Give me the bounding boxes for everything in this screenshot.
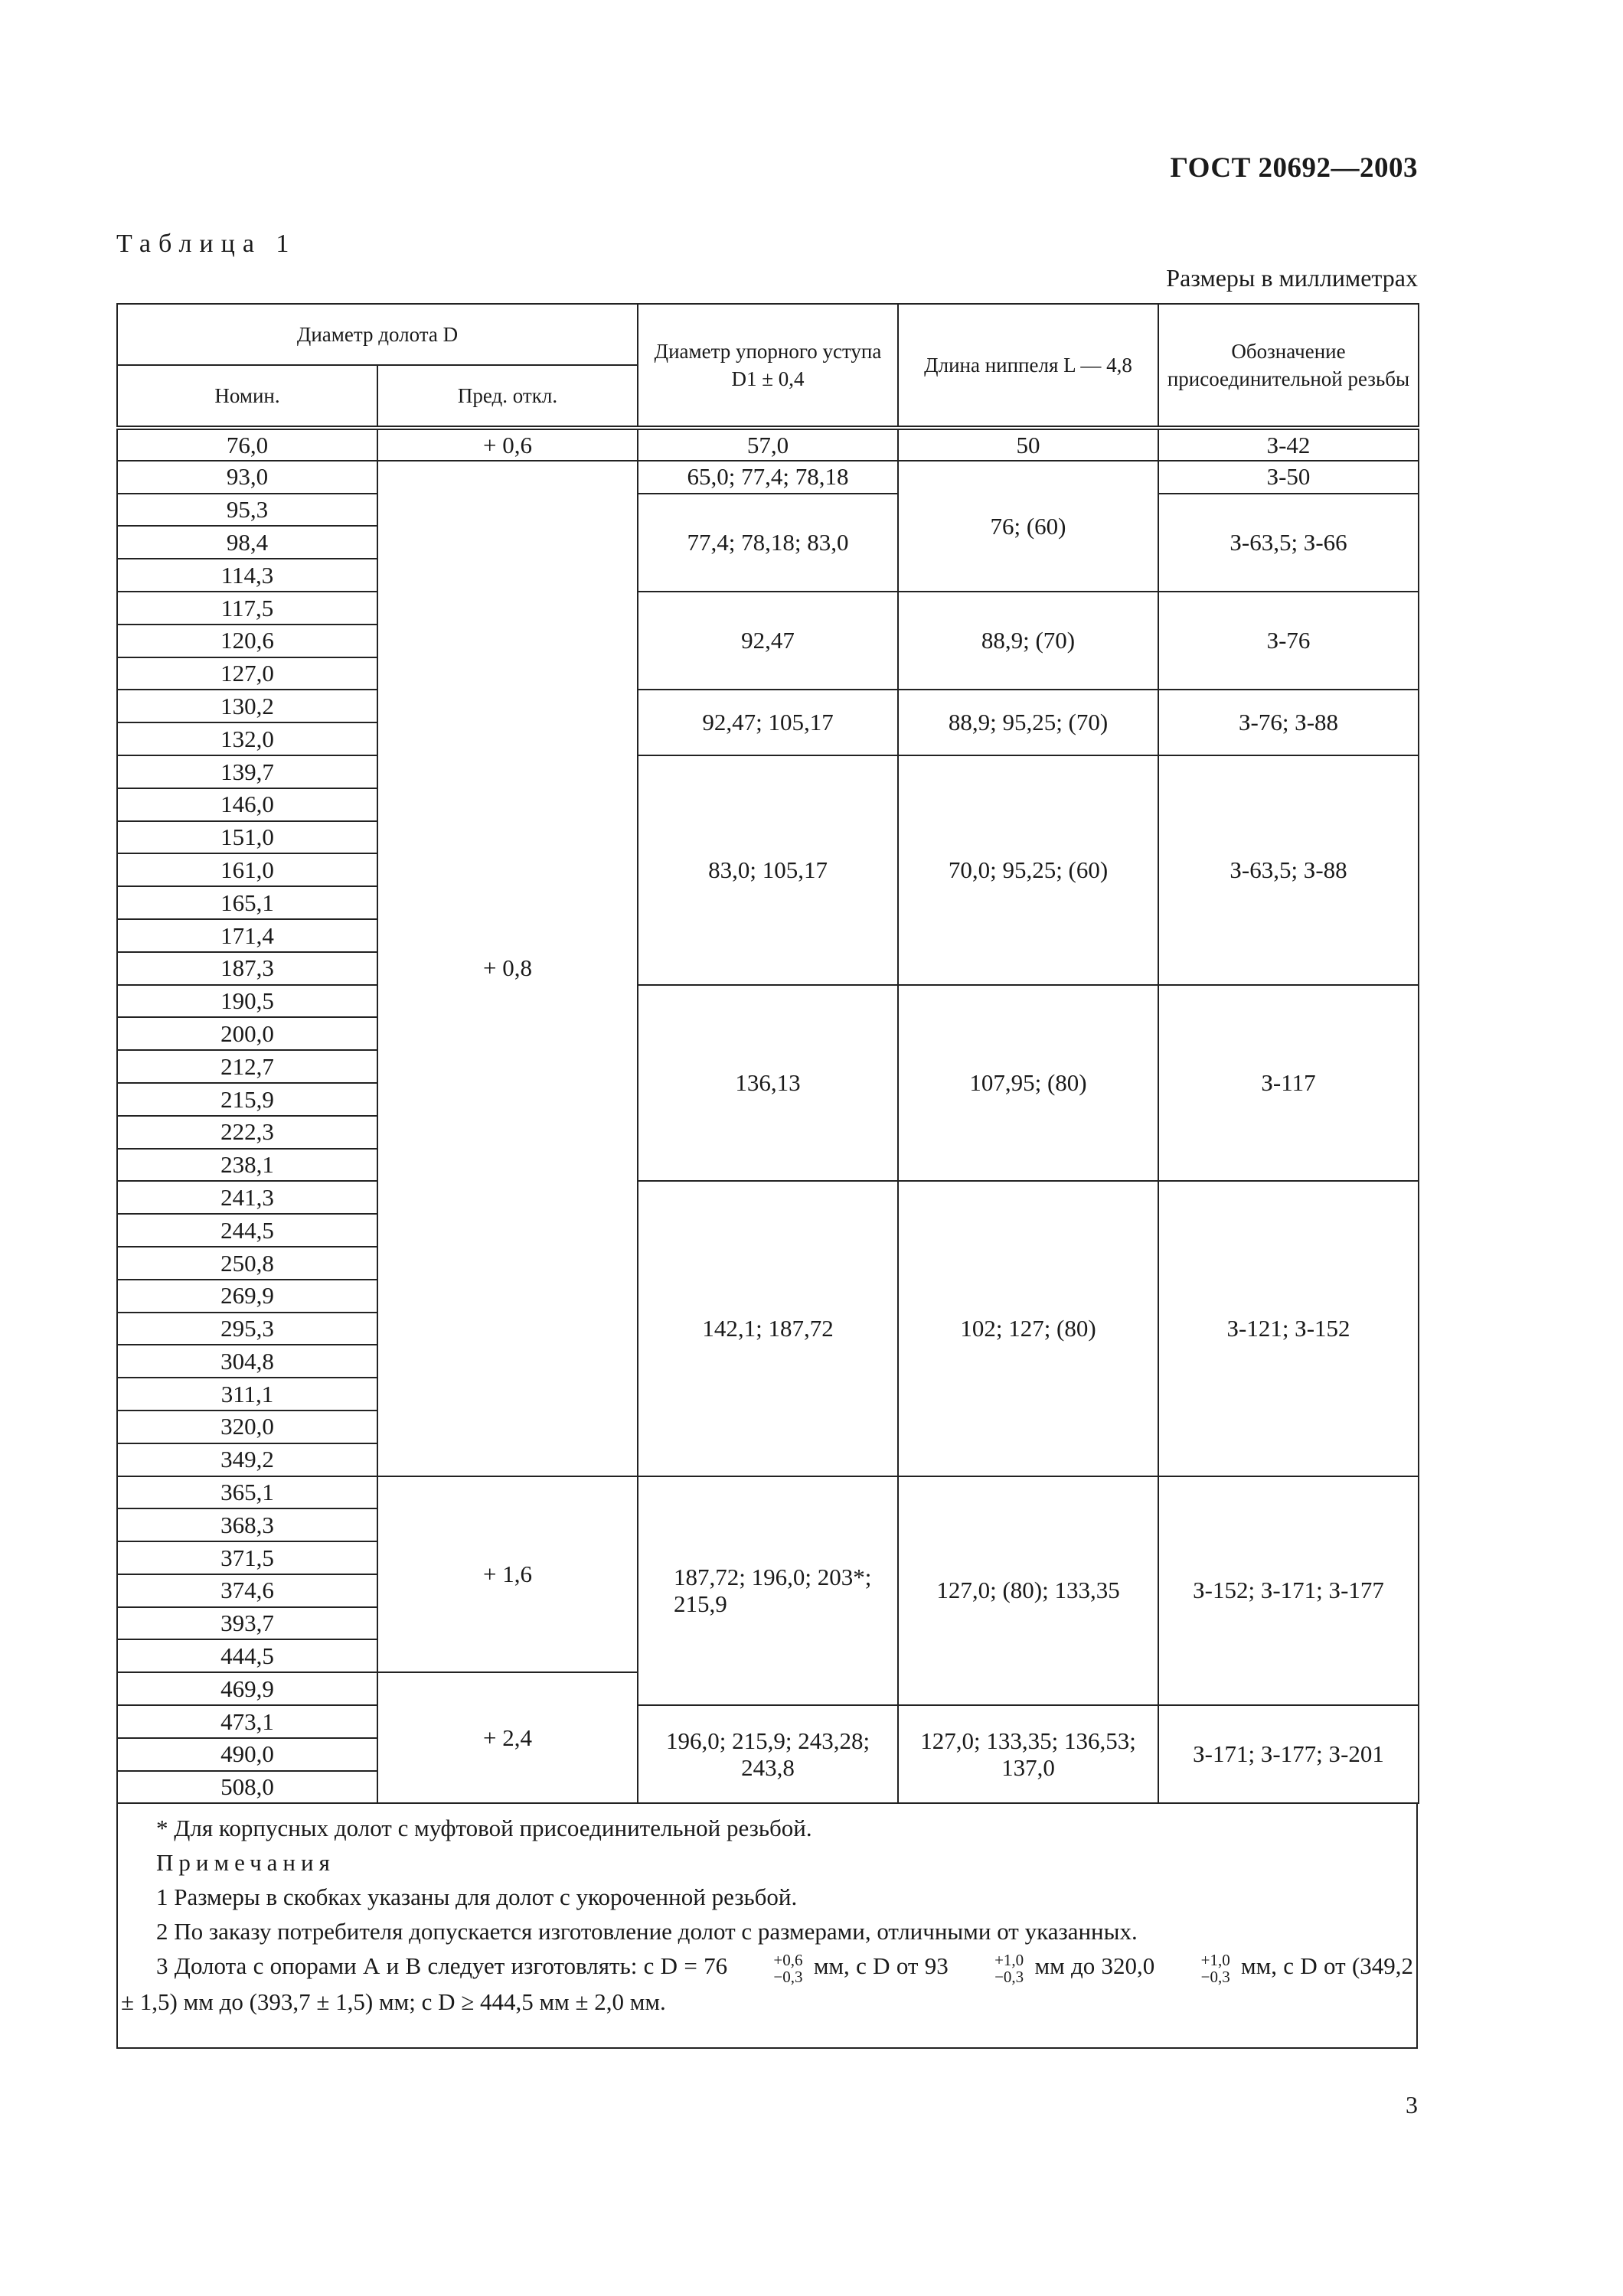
shoulder-cell: 92,47 — [638, 592, 898, 690]
thread-cell: З-63,5; З-66 — [1158, 494, 1419, 592]
nominal-cell: 241,3 — [117, 1181, 377, 1214]
nominal-cell: 371,5 — [117, 1541, 377, 1574]
nominal-cell: 222,3 — [117, 1116, 377, 1149]
nominal-cell: 200,0 — [117, 1017, 377, 1050]
nominal-cell: 490,0 — [117, 1738, 377, 1771]
table-caption: Таблица 1 — [116, 230, 297, 258]
nominal-cell: 304,8 — [117, 1345, 377, 1378]
nominal-cell: 130,2 — [117, 690, 377, 722]
nominal-cell: 187,3 — [117, 952, 377, 985]
nominal-cell: 349,2 — [117, 1443, 377, 1476]
deviation-cell: + 1,6 — [377, 1476, 638, 1673]
tolerance-1: +0,6 −0,3 — [773, 1951, 803, 1987]
nominal-cell: 132,0 — [117, 722, 377, 755]
note-2: 2 По заказу потребителя допускается изготовление долот с размерами, отличными от указанных. — [156, 1918, 1138, 1945]
deviation-cell: + 2,4 — [377, 1672, 638, 1803]
nominal-cell: 151,0 — [117, 821, 377, 854]
nipple-cell: 102; 127; (80) — [898, 1181, 1158, 1476]
table-notes — [116, 1804, 1418, 2049]
nominal-cell: 114,3 — [117, 559, 377, 592]
notes-title: Примечания — [156, 1849, 335, 1877]
footnote: * Для корпусных долот с муфтовой присоединительной резьбой. — [156, 1815, 812, 1842]
header-thread: Обозначение присоединительной резьбы — [1158, 304, 1419, 428]
header-diameter: Диаметр долота D — [117, 304, 638, 365]
thread-cell: З-171; З-177; З-201 — [1158, 1705, 1419, 1803]
note-3-part-d: мм, с D от (349,2 ± 1,5) мм до (393,7 ± 1,5) мм; с D ≥ 444,5 мм ± 2,0 мм. — [121, 1952, 1414, 2016]
table-body — [117, 428, 1419, 1803]
nominal-cell: 171,4 — [117, 919, 377, 952]
header-nominal: Номин. — [117, 365, 377, 428]
nominal-cell: 146,0 — [117, 788, 377, 821]
nipple-cell: 76; (60) — [898, 461, 1158, 592]
shoulder-cell: 65,0; 77,4; 78,18 — [638, 461, 898, 494]
note-3 — [121, 1949, 1413, 2020]
tolerance-2: +1,0 −0,3 — [994, 1951, 1024, 1987]
nominal-cell: 311,1 — [117, 1378, 377, 1411]
nominal-cell: 212,7 — [117, 1050, 377, 1083]
thread-cell: З-152; З-171; З-177 — [1158, 1476, 1419, 1706]
nominal-cell: 139,7 — [117, 755, 377, 788]
nipple-cell: 88,9; (70) — [898, 592, 1158, 690]
nominal-cell: 215,9 — [117, 1083, 377, 1116]
shoulder-cell: 77,4; 78,18; 83,0 — [638, 494, 898, 592]
note-1: 1 Размеры в скобках указаны для долот с укороченной резьбой. — [156, 1883, 798, 1911]
nominal-cell: 244,5 — [117, 1214, 377, 1247]
nominal-cell: 473,1 — [117, 1705, 377, 1738]
nominal-cell: 374,6 — [117, 1574, 377, 1607]
nominal-cell: 127,0 — [117, 657, 377, 690]
note-3-part-c: мм до 320,0 — [1034, 1952, 1155, 1980]
table-container — [116, 303, 1418, 2049]
tolerance-3: +1,0 −0,3 — [1200, 1951, 1230, 1987]
nominal-cell: 469,9 — [117, 1672, 377, 1705]
shoulder-cell: 57,0 — [638, 428, 898, 461]
nominal-cell: 120,6 — [117, 625, 377, 657]
units-note: Размеры в миллиметрах — [1166, 264, 1418, 292]
nominal-cell: 93,0 — [117, 461, 377, 494]
nipple-cell: 127,0; 133,35; 136,53; 137,0 — [898, 1705, 1158, 1803]
deviation-cell: + 0,8 — [377, 461, 638, 1476]
thread-cell: З-63,5; З-88 — [1158, 755, 1419, 985]
nominal-cell: 368,3 — [117, 1508, 377, 1541]
nominal-cell: 508,0 — [117, 1771, 377, 1804]
header-deviation: Пред. откл. — [377, 365, 638, 428]
thread-cell: З-117 — [1158, 985, 1419, 1182]
nominal-cell: 365,1 — [117, 1476, 377, 1509]
shoulder-cell: 92,47; 105,17 — [638, 690, 898, 755]
document-standard-number: ГОСТ 20692—2003 — [1170, 152, 1418, 184]
nipple-cell: 127,0; (80); 133,35 — [898, 1476, 1158, 1706]
header-nipple: Длина ниппеля L — 4,8 — [898, 304, 1158, 428]
thread-cell: З-42 — [1158, 428, 1419, 461]
nominal-cell: 295,3 — [117, 1313, 377, 1345]
nipple-cell: 50 — [898, 428, 1158, 461]
note-3-part-b: мм, с D от 93 — [813, 1952, 949, 1980]
nipple-cell: 107,95; (80) — [898, 985, 1158, 1182]
nominal-cell: 190,5 — [117, 985, 377, 1018]
shoulder-cell: 136,13 — [638, 985, 898, 1182]
nominal-cell: 250,8 — [117, 1247, 377, 1280]
shoulder-cell: 83,0; 105,17 — [638, 755, 898, 985]
nipple-cell: 70,0; 95,25; (60) — [898, 755, 1158, 985]
shoulder-cell: 187,72; 196,0; 203*; 215,9 — [638, 1476, 898, 1706]
thread-cell: З-50 — [1158, 461, 1419, 494]
shoulder-cell: 142,1; 187,72 — [638, 1181, 898, 1476]
thread-cell: З-121; З-152 — [1158, 1181, 1419, 1476]
nipple-cell: 88,9; 95,25; (70) — [898, 690, 1158, 755]
page-number: 3 — [1406, 2091, 1418, 2118]
deviation-cell: + 0,6 — [377, 428, 638, 461]
shoulder-cell: 196,0; 215,9; 243,28; 243,8 — [638, 1705, 898, 1803]
nominal-cell: 238,1 — [117, 1149, 377, 1182]
nominal-cell: 165,1 — [117, 886, 377, 919]
nominal-cell: 76,0 — [117, 428, 377, 461]
nominal-cell: 269,9 — [117, 1280, 377, 1313]
nominal-cell: 393,7 — [117, 1607, 377, 1640]
thread-cell: З-76 — [1158, 592, 1419, 690]
dimensions-table — [116, 303, 1419, 1804]
note-3-part-a: 3 Долота с опорами А и В следует изготовлять: с D = 76 — [156, 1952, 728, 1980]
nominal-cell: 444,5 — [117, 1639, 377, 1672]
nominal-cell: 95,3 — [117, 494, 377, 527]
nominal-cell: 117,5 — [117, 592, 377, 625]
nominal-cell: 320,0 — [117, 1411, 377, 1443]
header-shoulder: Диаметр упорного уступа D1 ± 0,4 — [638, 304, 898, 428]
nominal-cell: 98,4 — [117, 526, 377, 559]
thread-cell: З-76; З-88 — [1158, 690, 1419, 755]
nominal-cell: 161,0 — [117, 853, 377, 886]
